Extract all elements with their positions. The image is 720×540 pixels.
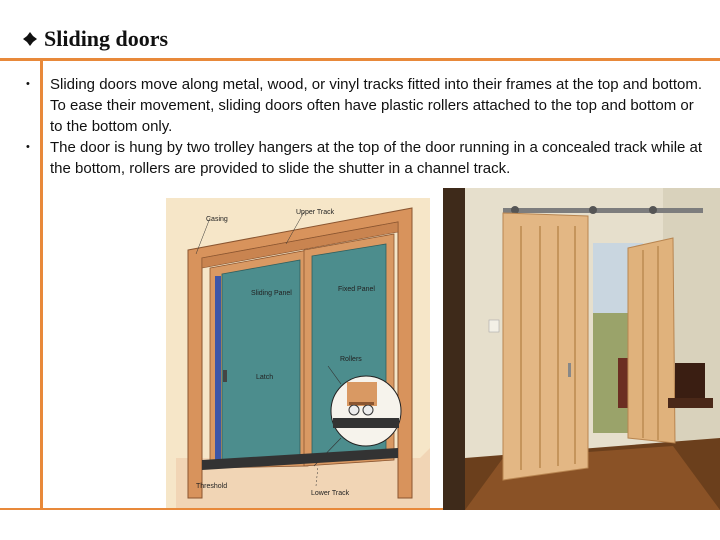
label-rollers: Rollers (340, 356, 362, 363)
label-lower-track: Lower Track (311, 490, 350, 497)
bullet-text: The door is hung by two trolley hangers at the top of the door running in a concealed track while at the bottom, rollers are provided to slide the shutter in a channel track. (50, 139, 703, 177)
bullet-dot: • (26, 78, 30, 90)
label-fixed-panel: Fixed Panel (338, 286, 375, 293)
title-divider (0, 58, 720, 61)
bullet-item (26, 137, 706, 179)
diamond-bullet-icon (22, 31, 38, 47)
bullet-list (26, 74, 706, 179)
bullet-item (26, 74, 706, 137)
bullet-text: Sliding doors move along metal, wood, or vinyl tracks fitted into their frames at the top and bottom. To ease their movement, sliding doors often have plastic rollers attached to the top and bottom or to the bottom only. (50, 76, 702, 135)
label-threshold: Threshold (196, 483, 228, 490)
sliding-door-photo (443, 188, 720, 510)
sliding-door-diagram (166, 198, 430, 508)
label-latch: Latch (256, 374, 274, 381)
label-sliding-panel: Sliding Panel (251, 290, 292, 297)
bullet-dot: • (26, 141, 30, 153)
label-casing: Casing (206, 216, 228, 223)
label-upper-track: Upper Track (296, 209, 335, 216)
slide-title (22, 26, 168, 52)
slide-title-text: Sliding doors (44, 26, 169, 51)
